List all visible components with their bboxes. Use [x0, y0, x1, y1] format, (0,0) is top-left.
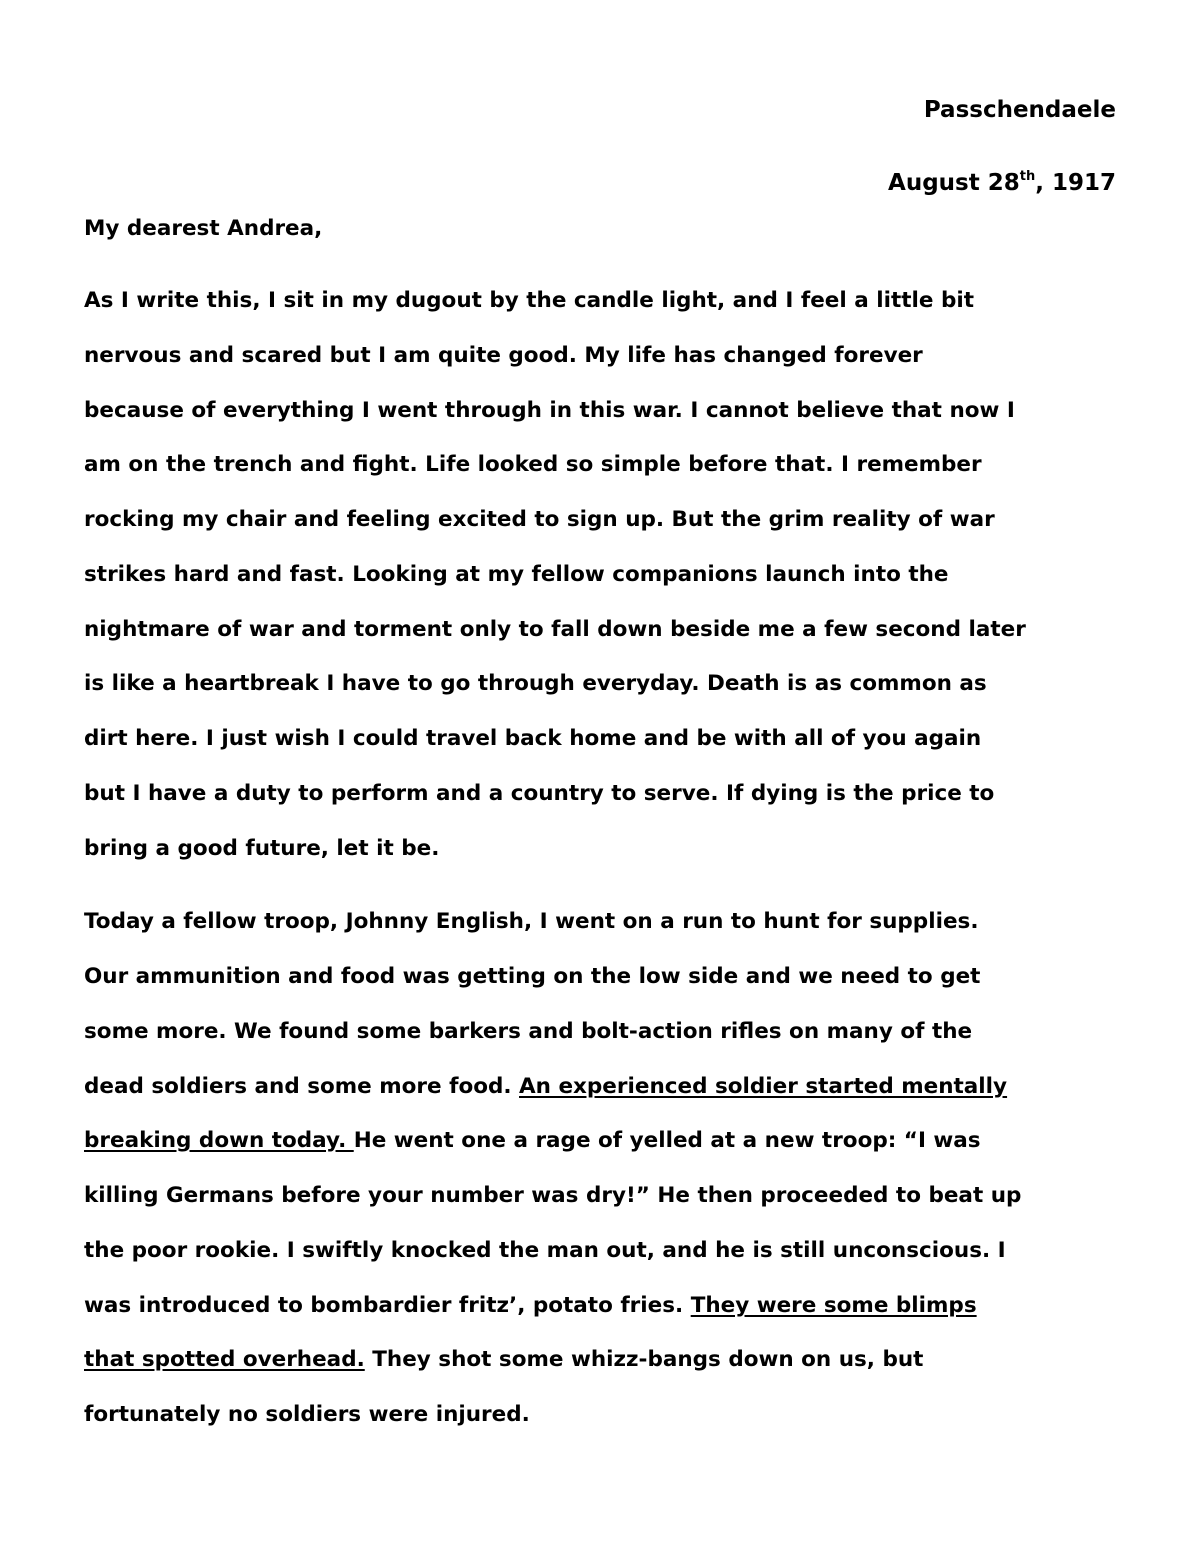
date-ordinal: th: [1019, 169, 1036, 184]
paragraph1-line: As I write this, I sit in my dugout by the candle light, and I feel a little bit: [84, 288, 974, 313]
paragraph2-line: Today a fellow troop, Johnny English, I went on a run to hunt for supplies.: [84, 909, 979, 934]
paragraph2-line: killing Germans before your number was dry!” He then proceeded to beat up: [84, 1183, 1022, 1208]
line-text: was introduced to bombardier fritz’, potato fries.: [84, 1293, 691, 1318]
paragraph2-line: fortunately no soldiers were injured.: [84, 1402, 530, 1427]
line-text: He went one a rage of yelled at a new troop: “I was: [353, 1128, 981, 1153]
salutation: My dearest Andrea,: [84, 216, 323, 241]
paragraph1-line: is like a heartbreak I have to go through everyday. Death is as common as: [84, 671, 987, 696]
paragraph1-line: nervous and scared but I am quite good. My life has changed forever: [84, 343, 923, 368]
line-text: They shot some whizz-bangs down on us, but: [364, 1347, 924, 1372]
underlined-text: An experienced soldier started mentally: [519, 1074, 1008, 1099]
paragraph2-line: [84, 1074, 1007, 1099]
paragraph1-line: dirt here. I just wish I could travel back home and be with all of you again: [84, 726, 982, 751]
paragraph1-line: nightmare of war and torment only to fall down beside me a few second later: [84, 617, 1026, 642]
paragraph1-line: am on the trench and fight. Life looked so simple before that. I remember: [84, 452, 982, 477]
paragraph1-line: because of everything I went through in this war. I cannot believe that now I: [84, 398, 1015, 423]
paragraph2-line: the poor rookie. I swiftly knocked the man out, and he is still unconscious. I: [84, 1238, 1006, 1263]
paragraph1-line: bring a good future, let it be.: [84, 836, 440, 861]
paragraph1-line: rocking my chair and feeling excited to sign up. But the grim reality of war: [84, 507, 995, 532]
line-text: dead soldiers and some more food.: [84, 1074, 520, 1099]
underlined-text: They were some blimps: [690, 1293, 977, 1318]
location-heading: Passchendaele: [923, 97, 1116, 123]
date-heading: [888, 170, 1116, 196]
paragraph2-line: [84, 1347, 923, 1372]
paragraph2-line: [84, 1128, 981, 1153]
paragraph2-line: Our ammunition and food was getting on the low side and we need to get: [84, 964, 981, 989]
paragraph1-line: strikes hard and fast. Looking at my fellow companions launch into the: [84, 562, 949, 587]
paragraph2-line: some more. We found some barkers and bolt-action rifles on many of the: [84, 1019, 973, 1044]
paragraph2-line: [84, 1293, 977, 1318]
underlined-text: that spotted overhead.: [84, 1347, 365, 1372]
date-year: , 1917: [1035, 170, 1116, 196]
date-main: August 28: [888, 170, 1020, 196]
underlined-text: breaking down today.: [84, 1128, 354, 1153]
paragraph1-line: but I have a duty to perform and a country to serve. If dying is the price to: [84, 781, 995, 806]
